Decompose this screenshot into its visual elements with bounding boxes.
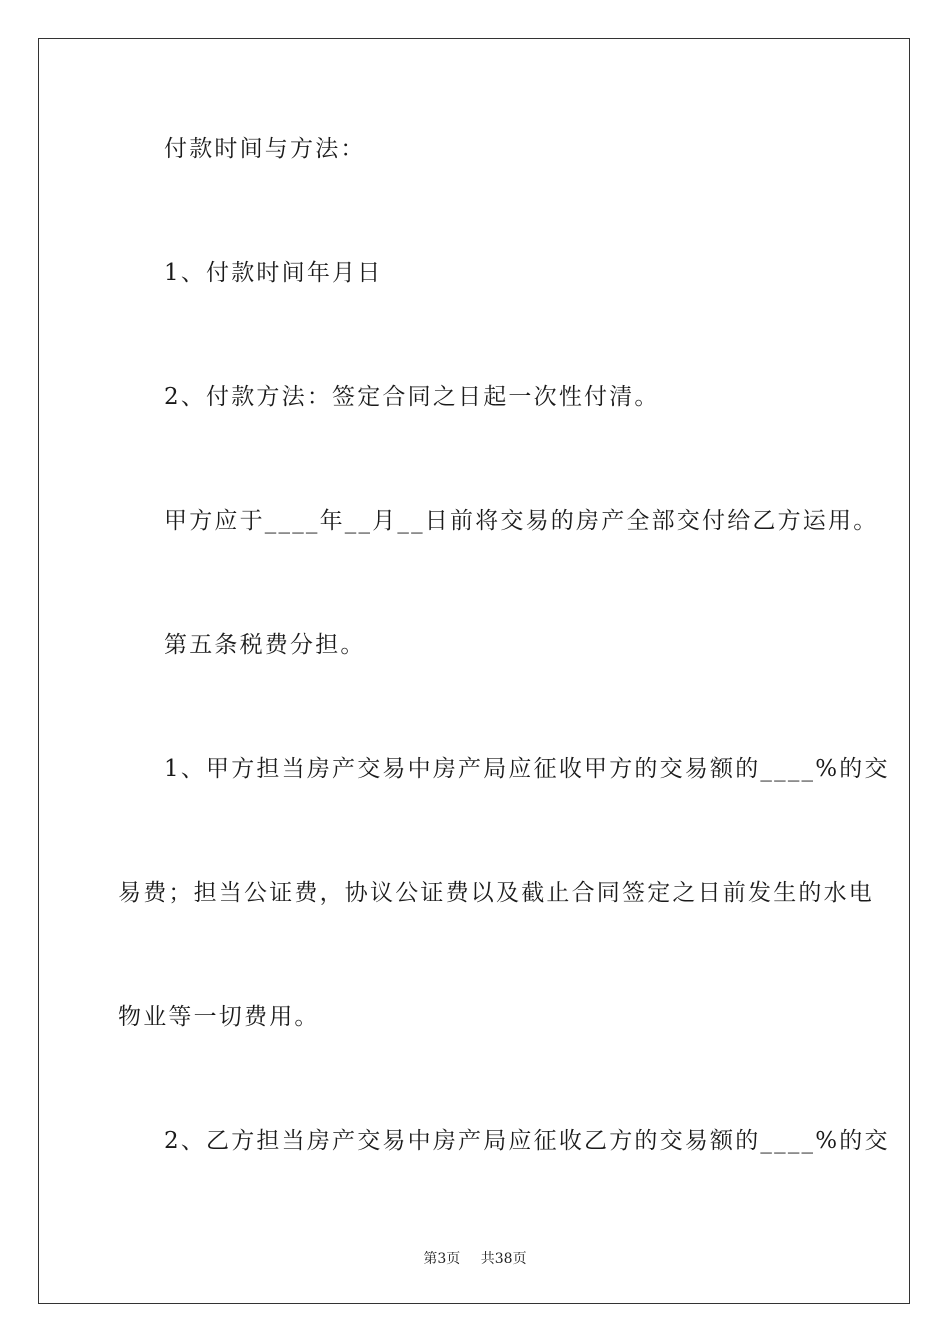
page-total: 共38页 xyxy=(480,1251,527,1267)
text-line-9: 2、乙方担当房产交易中房产局应征收乙方的交易额的____%的交 xyxy=(164,1128,890,1154)
text-line-2: 1、付款时间年月日 xyxy=(164,260,383,286)
page-number: 第3页 xyxy=(423,1251,461,1267)
page-footer xyxy=(0,1248,950,1268)
text-line-3: 2、付款方法：签定合同之日起一次性付清。 xyxy=(164,384,660,410)
text-line-1: 付款时间与方法： xyxy=(164,136,366,162)
text-line-5: 第五条税费分担。 xyxy=(164,632,366,658)
text-line-8: 物业等一切费用。 xyxy=(118,1004,320,1030)
text-line-7: 易费；担当公证费，协议公证费以及截止合同签定之日前发生的水电 xyxy=(118,880,874,906)
text-line-6: 1、甲方担当房产交易中房产局应征收甲方的交易额的____%的交 xyxy=(164,756,890,782)
text-line-4: 甲方应于____年__月__日前将交易的房产全部交付给乙方运用。 xyxy=(164,508,879,534)
page-frame xyxy=(38,38,910,1304)
